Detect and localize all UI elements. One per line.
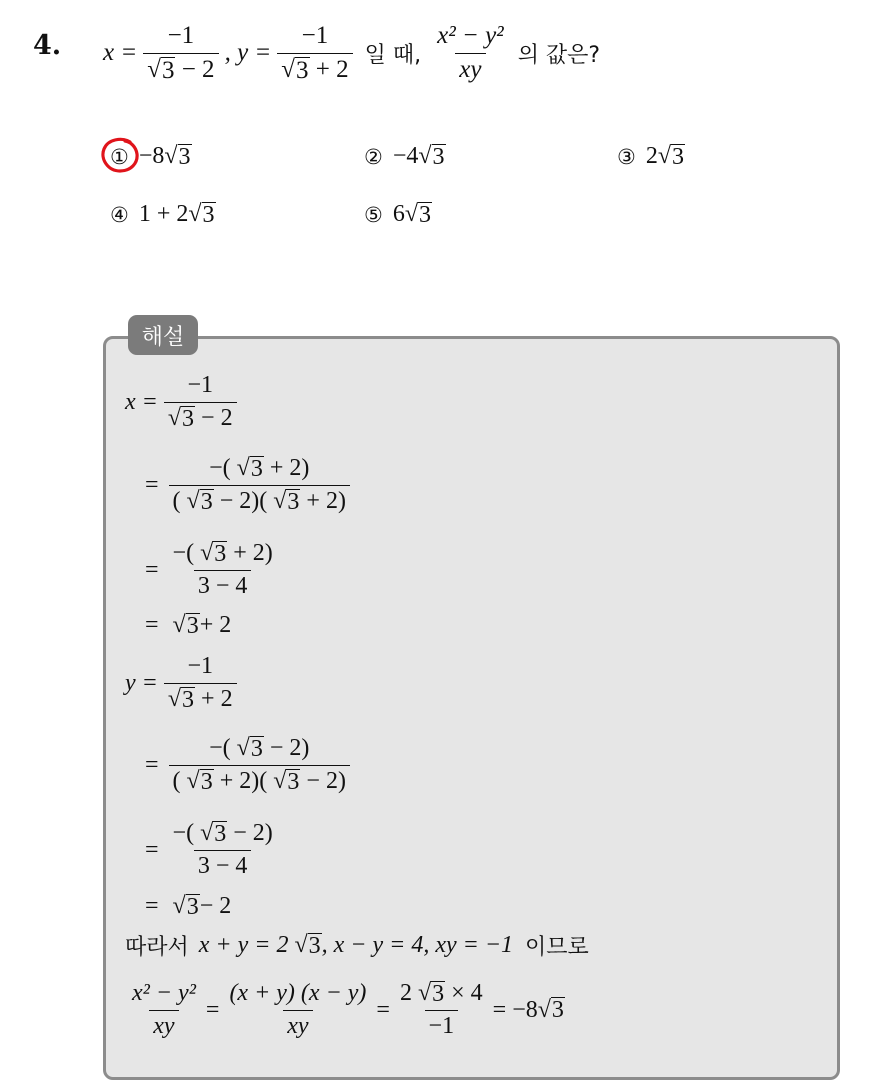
solution-conclusion-line: 따라서 x + y = 2 √ 3 , x − y = 4, xy = −1 이므로	[125, 932, 589, 960]
equals-sign: =	[145, 893, 159, 919]
y-den-rest: + 2	[309, 55, 349, 83]
sqrt-radicand: 3	[202, 201, 215, 228]
choice-text: −4	[392, 143, 419, 169]
neg-open: −(	[209, 455, 237, 481]
solution-line-x-step1: = −( √ 3 + 2) ( √ 3 − 2)( √ 3 + 2)	[145, 455, 356, 515]
sqrt-radicand: 3	[200, 489, 213, 515]
choice-1[interactable]: ① −8 √ 3	[110, 143, 191, 170]
expression-fraction	[433, 22, 508, 85]
sqrt-radicand: 3	[296, 57, 309, 84]
equals-sign: =	[145, 836, 159, 863]
equals-sign: =	[145, 556, 159, 583]
choice-mark: ③	[617, 144, 636, 169]
x-denominator: √ 3 − 2	[143, 53, 218, 85]
sqrt-radicand: 3	[214, 821, 227, 848]
numerator: −1	[187, 653, 213, 679]
sqrt-radicand: 3	[308, 932, 321, 959]
equals-sign: =	[145, 471, 159, 498]
neg-open: −(	[172, 540, 201, 566]
minus-two: − 2	[300, 767, 338, 794]
close-paren: )	[301, 735, 310, 761]
mid-paren: )(	[251, 767, 274, 794]
final-numerator-1: x² − y²	[132, 980, 196, 1006]
sqrt-radicand: 3	[287, 489, 300, 515]
plus-two: + 2	[213, 767, 252, 794]
sqrt-radicand: 3	[419, 201, 431, 228]
sqrt-radicand: 3	[250, 456, 263, 483]
sqrt-radicand: 3	[200, 769, 213, 795]
minus-two: − 2	[213, 487, 252, 514]
x-numerator: −1	[167, 21, 195, 49]
choice-text: −8	[138, 143, 165, 169]
y-label: y =	[125, 669, 158, 696]
close-paren: )	[264, 540, 273, 566]
sqrt-radicand: 3	[182, 406, 195, 432]
solution-badge: 해설	[128, 315, 198, 355]
choice-mark: ①	[110, 144, 129, 169]
y-equals: , y =	[224, 39, 272, 66]
stem-when: 일 때,	[364, 42, 422, 68]
question-stem	[103, 18, 600, 88]
sqrt-radicand: 3	[186, 612, 199, 639]
sqrt-radicand: 3	[432, 143, 445, 170]
expression-numerator: x² − y²	[437, 21, 504, 49]
plus-two: + 2	[300, 487, 338, 514]
final-denominator-3: −1	[425, 1010, 459, 1041]
close-paren: )	[264, 820, 273, 846]
choice-5[interactable]: ⑤ 6 √ 3	[364, 201, 431, 228]
close-paren: )	[337, 487, 346, 514]
solution-line-x-def: x = −1 √ 3 − 2	[125, 372, 243, 432]
solution-line-y-step1: = −( √ 3 − 2) ( √ 3 + 2)( √ 3 − 2)	[145, 735, 356, 795]
final-denominator-1: xy	[149, 1010, 178, 1041]
solution-line-y-step2: = −( √ 3 − 2) 3 − 4	[145, 820, 273, 879]
solution-line-x-result: = √ 3 + 2	[145, 612, 232, 639]
final-result: = −8	[492, 996, 538, 1023]
final-numerator-2: (x + y) (x − y)	[229, 980, 367, 1006]
y-numerator: −1	[301, 21, 329, 49]
plus-two: + 2	[227, 540, 265, 566]
sqrt-radicand: 3	[182, 687, 195, 713]
y-fraction	[277, 22, 352, 85]
denominator: 3 − 4	[194, 570, 252, 601]
expression-denominator: xy	[455, 53, 485, 85]
equals-sign: =	[205, 996, 220, 1023]
sqrt-radicand: 3	[250, 736, 263, 763]
sqrt-radicand: 3	[178, 143, 191, 170]
open-paren: (	[172, 767, 187, 794]
sqrt-radicand: 3	[161, 57, 175, 84]
equals-sign: =	[145, 751, 159, 778]
solution-line-x-step2: = −( √ 3 + 2) 3 − 4	[145, 540, 273, 599]
final-numerator-3b: × 4	[445, 980, 483, 1006]
conclusion-math: x + y = 2	[198, 932, 289, 958]
den-rest: − 2	[195, 404, 233, 431]
solution-line-y-def: y = −1 √ 3 + 2	[125, 653, 243, 713]
choice-mark: ④	[110, 202, 129, 227]
neg-open: −(	[172, 820, 201, 846]
final-numerator-3a: 2	[399, 980, 418, 1006]
choice-mark: ⑤	[364, 202, 383, 227]
choice-text: 6	[392, 201, 405, 227]
choice-text: 2	[645, 143, 658, 169]
plus-two: + 2	[263, 455, 302, 481]
sqrt-radicand: 3	[672, 143, 684, 170]
sqrt-radicand: 3	[186, 893, 199, 920]
numerator: −1	[187, 372, 213, 398]
conclusion-text: 따라서	[125, 935, 189, 960]
conclusion-math-2: , x − y = 4, xy = −1	[321, 932, 514, 958]
y-denominator: √ 3 + 2	[277, 53, 352, 85]
sqrt-radicand: 3	[214, 541, 227, 568]
x-fraction	[143, 22, 218, 85]
sqrt-radicand: 3	[287, 769, 300, 795]
question-number: 4.	[33, 30, 62, 61]
equals-sign: =	[145, 612, 159, 638]
choice-3[interactable]: ③ 2 √ 3	[617, 143, 684, 170]
solution-final-line: $\frac{\text{x² − y²}}{xy}$ = $\frac{(x + y) (x - y)}{xy}$ = 2 √ 3 × 4 −1 = −8 √ 3	[122, 980, 565, 1040]
conclusion-end: 이므로	[525, 935, 589, 960]
plus-two: + 2	[199, 612, 232, 638]
minus-two: − 2	[199, 893, 232, 919]
x-label: x =	[125, 388, 158, 415]
mid-paren: )(	[251, 487, 274, 514]
den-rest: + 2	[195, 685, 233, 712]
choice-4[interactable]: ④ 1 + 2 √ 3	[110, 201, 215, 228]
neg-open: −(	[209, 735, 237, 761]
x-equals: x =	[103, 39, 138, 66]
close-paren: )	[337, 767, 346, 794]
close-paren: )	[301, 455, 310, 481]
solution-line-y-result: = √ 3 − 2	[145, 893, 232, 920]
choice-mark: ②	[364, 144, 383, 169]
final-denominator-2: xy	[283, 1010, 312, 1041]
choice-2[interactable]: ② −4 √ 3	[364, 143, 445, 170]
open-paren: (	[172, 487, 187, 514]
choice-text: 1 + 2	[138, 201, 189, 227]
minus-two: − 2	[227, 820, 265, 846]
minus-two: − 2	[263, 735, 302, 761]
equals-sign: =	[376, 996, 390, 1023]
x-den-rest: − 2	[175, 55, 215, 83]
denominator: 3 − 4	[194, 850, 252, 881]
sqrt-radicand: 3	[432, 981, 445, 1008]
sqrt-radicand: 3	[551, 997, 564, 1024]
stem-ask: 의 값은?	[517, 42, 601, 68]
